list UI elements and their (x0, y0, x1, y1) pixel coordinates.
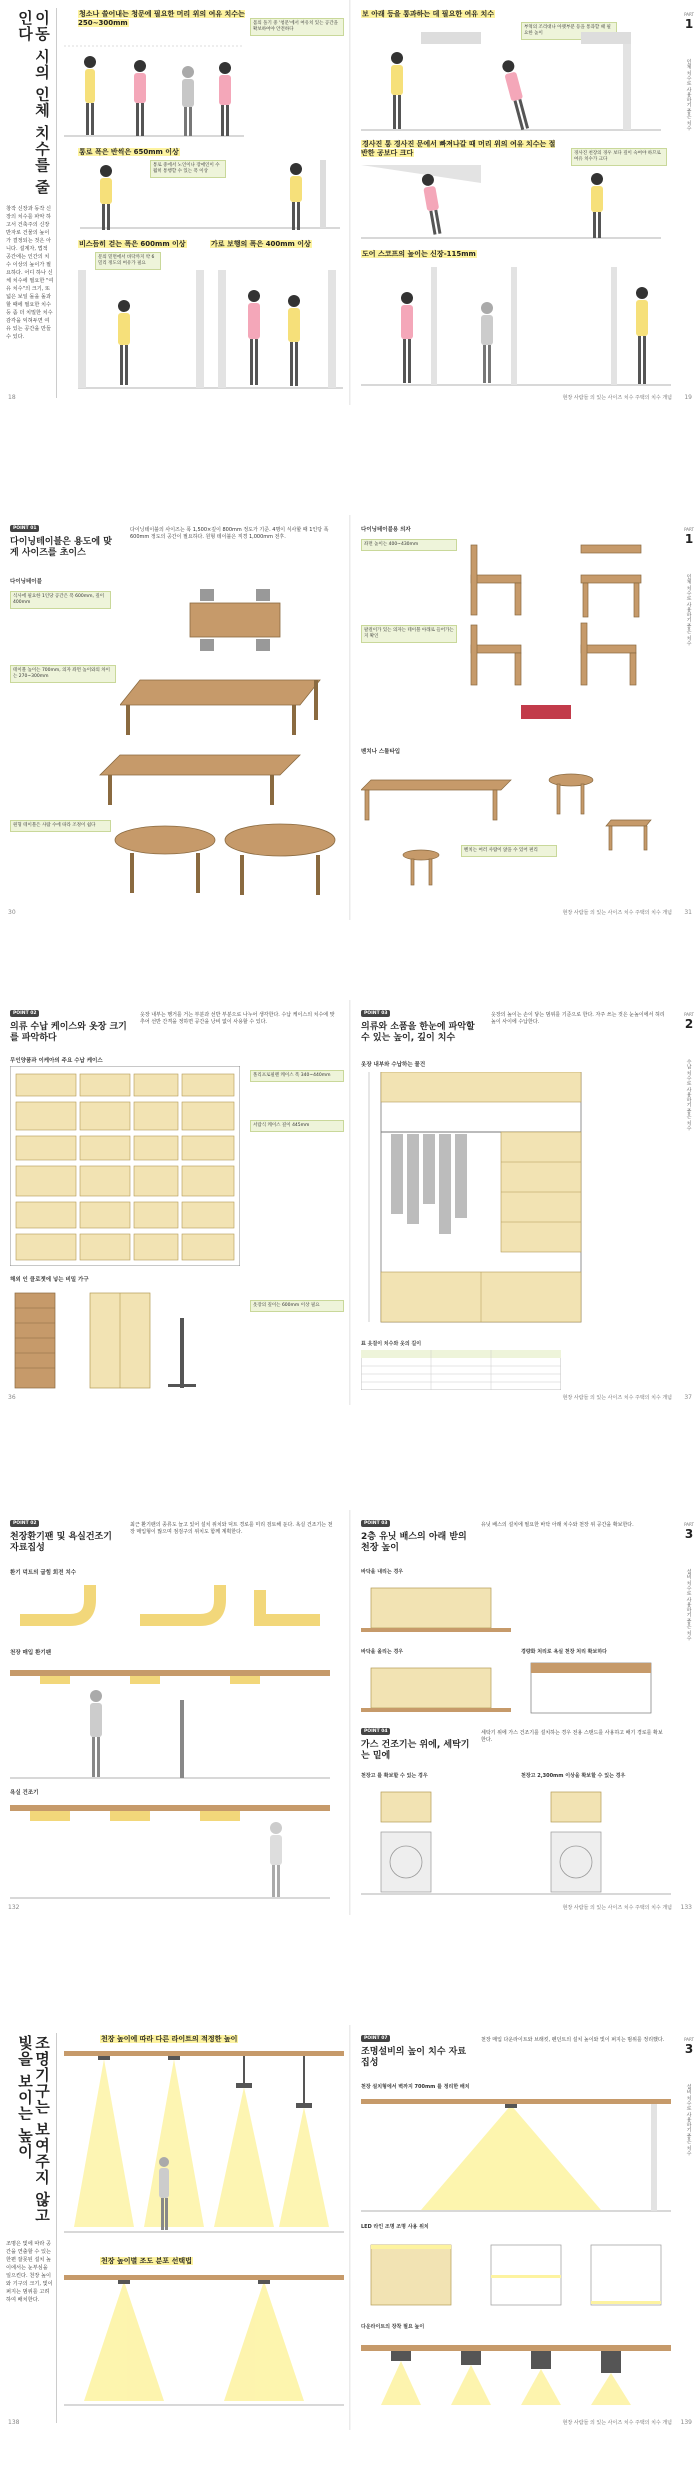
downlight-depth (361, 2335, 671, 2415)
page-139 (351, 2025, 700, 2430)
subhead-1: 무인양품과 이케아의 주요 수납 케이스 (10, 1058, 103, 1064)
subhead-3: 경량화 처리로 욕실 천장 처리 확보하다 (521, 1649, 607, 1655)
subhead-2: 벤치나 스툴타입 (361, 749, 401, 755)
point-badge-2: POINT 04 (361, 1728, 390, 1735)
point-body-2: 세탁기 위에 가스 건조기를 설치하는 경우 전용 스탠드를 사용하고 배기 경로를 확보한다. (481, 1730, 663, 1743)
page-133 (351, 1510, 700, 1915)
note-2: 서랍식 케이스 깊이 445mm (250, 1120, 344, 1132)
running-footer: 현장 사람들 의 있는 사이즈 치수 주택의 치수 개념 (562, 1395, 672, 1401)
point-badge: POINT 02 (10, 1010, 39, 1017)
note-1: 몸의 돌기 중 '청문'에서 여유치 있는 공간을 확보하여야 안전하다 (250, 18, 344, 36)
beam-figures (361, 22, 661, 132)
intro-text: 창작 신장과 동작 신장의 치수를 파악 하고서 건축주의 신장반자로 건물의 높이가 결정되는 것은 아니다. 설계자, 법적 공간에는 인간의 치수 이상의 높이가 필요하다. 어디 하나 신체 치수에 필요한 "여유 치수"의 크기, 또 넓은 보일 돌을 돌과할 때에 필요한 치수 등 좀 더 치밀한 치수 감각을 익혀두면 여유 있는 공간을 만들 수 있다. (6, 206, 54, 340)
page-number: 30 (8, 909, 16, 916)
section-head-3: 비스듬히 걷는 폭은 600mm 이상 (79, 240, 186, 248)
page-number: 31 (684, 909, 692, 916)
note-3: 문의 밑면에서 바닥까지 약 6밀리 정도의 여유가 필요 (95, 252, 161, 270)
point-title: 2층 유닛 배스의 아래 받의 천장 높이 (361, 1532, 467, 1553)
illuminance-distribution (64, 2271, 344, 2411)
note-3: 원형 테이블은 사람 수에 따라 조정이 쉽다 (10, 820, 111, 832)
point-title: 천장환기팬 및 욕실건조기 자료집성 (10, 1532, 112, 1553)
closet-furniture (10, 1288, 230, 1393)
note-2: 테이블 높이는 700mm, 의자 좌면 높이와의 차이는 270~300mm (10, 665, 116, 683)
page-37 (351, 1000, 700, 1405)
note-2: 경사진 천장의 경우 보다 깊이 숙여야 하므로 여유 치수가 크다 (571, 148, 667, 166)
subhead-2: 해외 인 클로젯에 넣는 비밀 가구 (10, 1277, 89, 1283)
led-line-figures (361, 2235, 671, 2315)
subhead-5: 천장고 2,300mm 이상을 확보할 수 있는 경우 (521, 1773, 626, 1779)
section-head-2: 천장 높이별 조도 분포 선택법 (101, 2257, 192, 2265)
point-title: 조명설비의 높이 치수 자료 집성 (361, 2047, 467, 2068)
subhead-1: 환기 덕트의 굽힘 회전 치수 (10, 1570, 77, 1576)
page-number: 37 (684, 1394, 692, 1401)
section-head-2: 통로 폭은 반씩은 650mm 이상 (79, 148, 179, 156)
spread-2 (0, 515, 700, 920)
ceiling-fan-section (10, 1660, 330, 1780)
page-31 (351, 515, 700, 920)
section-head-1: 천장 높이에 따라 다른 라이트의 적정한 높이 (101, 2035, 238, 2043)
point-badge: POINT 03 (361, 1520, 390, 1527)
page-18 (0, 0, 349, 405)
subhead-1: 천장 설치형에서 벽까지 700mm 를 정리한 배치 (361, 2084, 470, 2090)
point-title: 의류 수납 케이스와 옷장 크기를 파악하다 (10, 1022, 127, 1043)
point-title: 의류와 소품을 한눈에 파악할 수 있는 높이, 깊이 치수 (361, 1022, 475, 1043)
spread-5 (0, 2025, 700, 2430)
dining-table-wide (90, 745, 310, 810)
subhead-2: 바닥을 올리는 경우 (361, 1649, 404, 1655)
note-2: 팔걸이가 있는 의자는 테이블 아래로 들어가는지 확인 (361, 625, 457, 643)
dining-table-rect (120, 660, 340, 740)
subhead-2: LED 라인 조명 조명 사용 위치 (361, 2224, 429, 2230)
point-body: 유닛 배스의 설치에 필요한 바닥 아래 치수와 천장 위 공간을 확보한다. (481, 1522, 634, 1528)
light-height-section (64, 2047, 344, 2247)
note-1: 부엌의 조리대나 아랫부분 등을 통과할 때 필요한 높이 (521, 22, 617, 40)
part-tab: PART 3 설비 치수로 사용하기 좋은 치수 (684, 2037, 694, 2156)
subhead-3: 욕실 건조기 (10, 1790, 39, 1796)
downlight-spread (361, 2095, 671, 2215)
page-number: 133 (680, 1904, 692, 1911)
page-number: 18 (8, 394, 16, 401)
slope-figures (361, 165, 661, 240)
subhead-1: 다이닝테이블용 의자 (361, 527, 411, 533)
point-body: 옷장의 높이는 손이 닿는 범위를 기준으로 한다. 자주 쓰는 것은 눈높이에서 허리 높이 사이에 수납한다. (491, 1012, 665, 1025)
section-head-2: 경사진 통 경사진 문에서 빠져나갈 때 머리 위의 여유 치수는 절반한 공보다 크다 (361, 140, 556, 157)
page-30 (0, 515, 349, 920)
wardrobe-elevation (361, 1072, 661, 1332)
bath-ceiling-detail (521, 1658, 671, 1718)
unit-bath-raise (361, 1658, 511, 1718)
page-19 (351, 0, 700, 405)
spread-4 (0, 1510, 700, 1915)
storage-case-grid (10, 1066, 240, 1266)
page-number: 132 (8, 1904, 20, 1911)
point-body: 천장 매입 다운라이트와 브래킷, 펜던트의 설치 높이와 빛이 퍼지는 범위를 정리했다. (481, 2037, 665, 2043)
divider (56, 8, 57, 398)
point-badge: POINT 07 (361, 2035, 390, 2042)
running-footer: 현장 사람들 의 있는 사이즈 치수 주택의 치수 개념 (562, 910, 672, 916)
point-badge: POINT 01 (10, 525, 39, 532)
spread-1 (0, 0, 700, 405)
point-body: 다이닝테이블의 사이즈는 폭 1,500×깊이 800mm 정도가 기준. 4명이 식사할 때 1인당 폭 600mm 정도의 공간이 필요하다. 원형 테이블은 직경 1,000mm 전후. (130, 527, 329, 540)
note-1: 좌면 높이는 400~430mm (361, 539, 457, 551)
bath-dryer-section (10, 1800, 330, 1900)
duct-figures (10, 1580, 330, 1640)
note-3: 벤치는 여러 사람이 앉을 수 있어 편리 (461, 845, 557, 857)
page-number: 138 (8, 2419, 20, 2426)
subhead: 옷장 내부와 수납하는 물건 (361, 1062, 426, 1068)
page-number: 139 (680, 2419, 692, 2426)
page-36 (0, 1000, 349, 1405)
note-3: 옷장의 깊이는 600mm 이상 필요 (250, 1300, 344, 1312)
part-tab: PART 2 수납 치수로 사용하기 좋은 치수 (684, 1012, 694, 1131)
page-138 (0, 2025, 349, 2430)
dining-plan (130, 585, 340, 655)
running-footer: 현장 사람들 의 있는 사이즈 치수 주택의 치수 개념 (562, 2420, 672, 2426)
running-footer: 현장 사람들 의 있는 사이즈 치수 주택의 치수 개념 (562, 395, 672, 401)
note-1: 폴리프로필렌 케이스 폭 340~440mm (250, 1070, 344, 1082)
section-head-3: 도어 스코프의 높이는 신장-115mm (362, 250, 476, 258)
subhead-2: 천장 매입 환기팬 (10, 1650, 52, 1656)
point-title: 다이닝테이블은 용도에 맞게 사이즈를 초이스 (10, 537, 112, 558)
spread-3 (0, 1000, 700, 1405)
point-title-2: 가스 건조기는 위에, 세탁기는 밑에 (361, 1740, 470, 1761)
subhead: 다이닝테이블 (10, 579, 42, 585)
divider (56, 2033, 57, 2423)
note-1: 식사에 필요한 1인당 공간은 폭 600mm, 깊이 400mm (10, 591, 111, 609)
part-tab: PART 1 인체 치수로 사용하기 좋은 치수 (684, 527, 694, 646)
section-head-1: 청소나 쓸어내는 청문에 필요한 머리 위의 여유 치수는 250~300mm (78, 10, 245, 27)
point-body: 옷장 내부는 행거를 거는 부분과 선반 부분으로 나누어 생각한다. 수납 케이스의 치수에 맞추어 선반 간격을 정하면 공간을 낭비 없이 사용할 수 있다. (140, 1012, 335, 1025)
door-scope-figures (361, 262, 671, 387)
bench-figures (361, 760, 661, 890)
part-tab: PART 3 설비 치수로 사용하기 좋은 치수 (684, 1522, 694, 1641)
note-2: 통로 중에서 노인이나 장애인이 수월히 통행할 수 있는 폭 이상 (150, 160, 226, 178)
part-tab: PART 1 인체 치수로 사용하기 좋은 치수 (684, 12, 694, 131)
point-badge: POINT 02 (10, 1520, 39, 1527)
chair-figures (461, 535, 661, 735)
unit-bath-lower (361, 1578, 511, 1638)
side-walk-figures (78, 250, 343, 390)
point-body: 최근 환기팬의 종류도 늘고 있어 설치 위치와 덕트 경로를 미리 검토해 둔다. 욕실 건조기는 천장 매입형이 많으며 점검구의 위치도 함께 계획한다. (130, 1522, 333, 1535)
subhead-4: 천장고 를 확보할 수 있는 경우 (361, 1773, 428, 1779)
page-title: 이동 시의 인체 치수를 줄인다 (16, 10, 51, 195)
section-head-1: 보 아래 등을 통과하는 데 필요한 여유 치수 (362, 10, 495, 18)
page-title: 조명기구는 보여주지 않고 빛을 보이는 높이 (16, 2035, 51, 2224)
subhead-3: 다운라이트의 장착 필요 높이 (361, 2324, 425, 2330)
section-head-4: 가로 보행의 폭은 400mm 이상 (211, 240, 311, 248)
washer-dryer-figures (361, 1782, 671, 1900)
point-badge: POINT 03 (361, 1010, 390, 1017)
subhead-1: 바닥을 내리는 경우 (361, 1569, 404, 1575)
page-number: 19 (684, 394, 692, 401)
running-footer: 현장 사람들 의 있는 사이즈 치수 주택의 치수 개념 (562, 1905, 672, 1911)
round-tables (110, 815, 340, 905)
table-title: 표 옷걸이 치수와 옷의 길이 (361, 1341, 422, 1347)
intro-text: 조명은 빛에 따라 공간을 연출할 수 있는 한편 잘못된 설치 높이에서는 눈부심을 일으킨다. 천장 높이와 기구의 크기, 빛이 퍼지는 범위를 고려하여 배치한다. (6, 2241, 53, 2303)
size-table (361, 1350, 561, 1390)
walking-figures (64, 38, 244, 138)
corridor-figures (80, 160, 340, 230)
page-number: 36 (8, 1394, 16, 1401)
page-132 (0, 1510, 349, 1915)
